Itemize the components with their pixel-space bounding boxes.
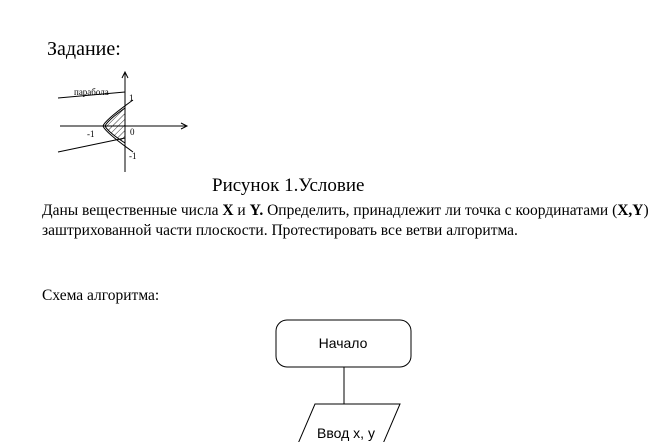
label-origin: 0 [130,127,135,137]
var-y: Y. [249,202,264,219]
label-parabola: парабола [74,87,109,97]
flowchart [270,316,420,442]
figure-caption: Рисунок 1.Условие [212,175,365,196]
input-label: Ввод x, y [317,425,375,441]
scheme-label: Схема алгоритма: [42,287,160,304]
start-label: Начало [318,335,368,351]
task-text [42,201,657,241]
task-t2: и [233,202,250,219]
label-x-minus1: -1 [87,129,95,139]
var-x: X [222,202,234,219]
task-heading: Задание: [47,38,121,60]
task-t3: Определить, принадлежит ли точка с координатами ( [263,202,618,219]
condition-figure [55,70,195,174]
label-y-minus1: -1 [129,151,137,161]
label-y1: 1 [129,93,134,103]
lower-ray [58,138,125,152]
var-xy: X,Y [617,202,644,219]
task-t1: Даны вещественные числа [42,202,223,219]
task-t4: ) заштрихованной части плоскости. Протестировать все ветви алгоритма. [42,202,649,239]
